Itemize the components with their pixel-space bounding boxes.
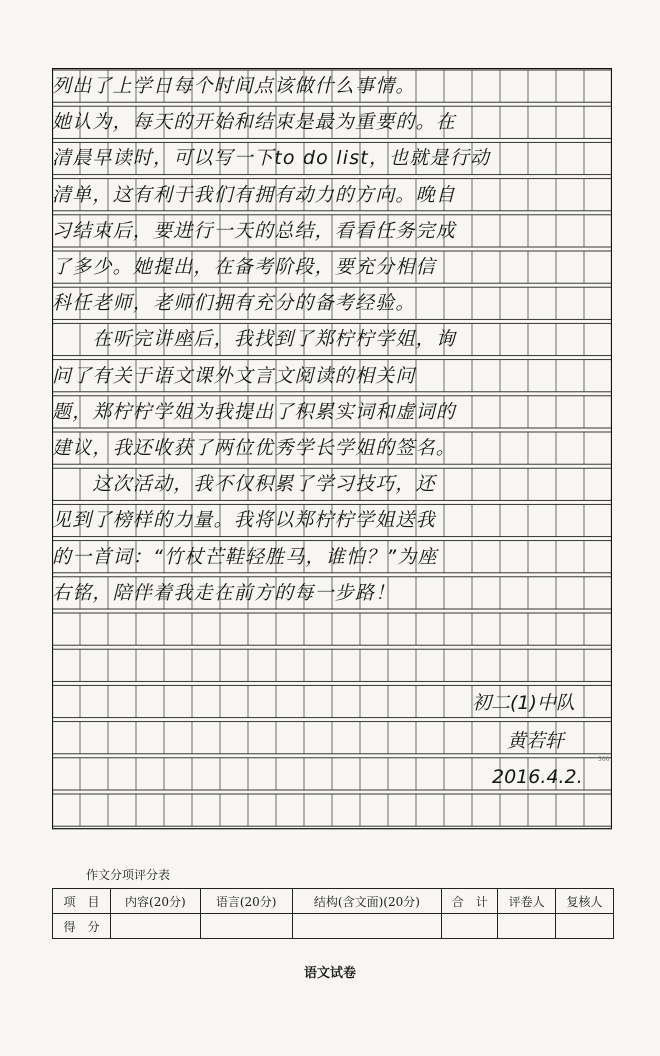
header-content: 内容(20分) xyxy=(110,889,200,914)
essay-line: 在听完讲座后，我找到了郑柠柠学姐，询 xyxy=(52,328,457,351)
essay-line: 科任老师，老师们拥有充分的备考经验。 xyxy=(52,292,416,315)
score-row-label: 得 分 xyxy=(53,914,111,939)
essay-line: 建议，我还收获了两位优秀学长学姐的签名。 xyxy=(52,437,457,459)
essay-line: 右铭，陪伴着我走在前方的每一步路！ xyxy=(52,581,396,604)
header-item: 项 目 xyxy=(53,889,111,914)
score-table xyxy=(52,888,614,939)
signature-date: 2016.4.2. xyxy=(492,766,583,788)
signature-author: 黄若轩 xyxy=(507,730,565,752)
grid-counter: 500 xyxy=(598,756,610,763)
header-structure: 结构(含文面)(20分) xyxy=(292,889,442,914)
essay-line: 列出了上学日每个时间点该做什么事情。 xyxy=(52,75,416,97)
score-structure-cell[interactable] xyxy=(292,914,442,939)
essay-text xyxy=(52,68,612,838)
score-value-row xyxy=(53,914,614,939)
score-grader-cell[interactable] xyxy=(498,914,556,939)
header-reviewer: 复核人 xyxy=(556,889,614,914)
score-content-cell[interactable] xyxy=(110,914,200,939)
header-grader: 评卷人 xyxy=(498,889,556,914)
signature-class: 初二(1)中队 xyxy=(472,692,575,714)
essay-line: 她认为，每天的开始和结束是最为重要的。在 xyxy=(52,111,457,134)
essay-line: 这次活动，我不仅积累了学习技巧，还 xyxy=(52,473,436,496)
essay-line: 见到了榜样的力量。我将以郑柠柠学姐送我 xyxy=(52,509,436,532)
score-header-row xyxy=(53,889,614,914)
essay-line: 了多少。她提出，在备考阶段，要充分相信 xyxy=(52,256,436,278)
score-total-cell[interactable] xyxy=(442,914,498,939)
page-footer: 语文试卷 xyxy=(303,966,356,981)
essay-line: 清晨早读时，可以写一下to do list，也就是行动 xyxy=(52,147,491,170)
header-language: 语言(20分) xyxy=(200,889,292,914)
essay-line: 问了有关于语文课外文言文阅读的相关问 xyxy=(52,364,416,387)
essay-grid xyxy=(52,68,612,838)
essay-line: 习结束后，要进行一天的总结，看看任务完成 xyxy=(52,219,457,242)
score-language-cell[interactable] xyxy=(200,914,292,939)
score-reviewer-cell[interactable] xyxy=(556,914,614,939)
header-total: 合 计 xyxy=(442,889,498,914)
essay-line: 清单，这有利于我们有拥有动力的方向。晚自 xyxy=(52,183,457,206)
score-table-title: 作文分项评分表 xyxy=(86,868,171,882)
essay-line: 题，郑柠柠学姐为我提出了积累实词和虚词的 xyxy=(52,400,457,423)
essay-line: 的一首词：“竹杖芒鞋轻胜马，谁怕？”为座 xyxy=(52,545,438,568)
